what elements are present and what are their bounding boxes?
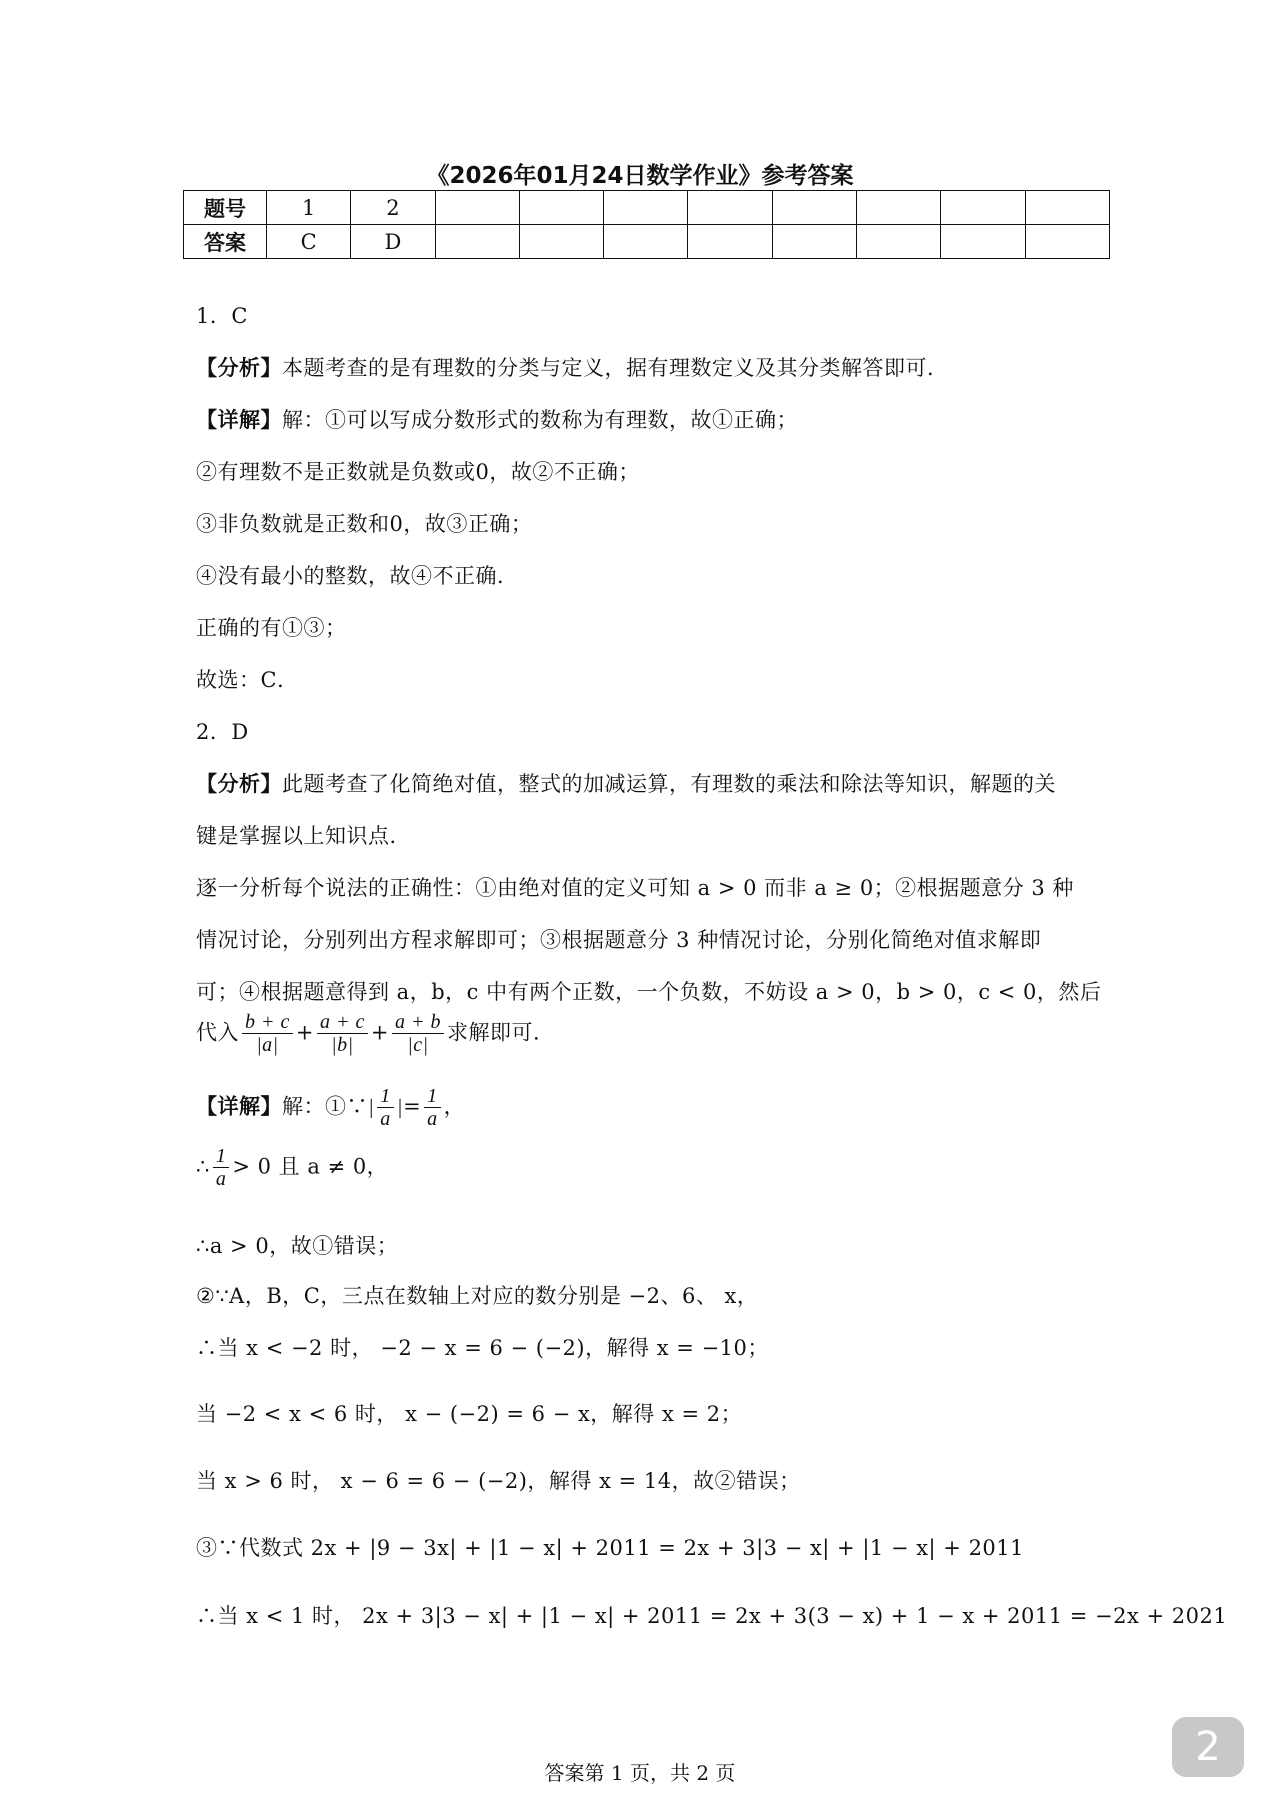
q2-paragraph: 情况讨论，分别列出方程求解即可；③根据题意分 3 种情况讨论，分别化简绝对值求解即: [196, 928, 1042, 952]
table-cell: [435, 225, 519, 259]
table-cell: C: [267, 225, 351, 259]
table-cell: [604, 191, 688, 225]
abs-bar: |: [368, 1094, 375, 1119]
table-cell: D: [351, 225, 435, 259]
analysis-label: 【分析】: [196, 772, 282, 796]
table-header-number: 题号: [184, 191, 267, 225]
table-cell: [772, 225, 856, 259]
table-cell: [519, 225, 603, 259]
q2-detail-line: [196, 1146, 388, 1190]
q2-heading: 2．D: [196, 720, 249, 744]
fraction: [213, 1146, 230, 1190]
q2-detail-line: ③∵代数式 2x + |9 − 3x| + |1 − x| + 2011 = 2x + 3|3 − x| + |1 − x| + 2011: [196, 1536, 1025, 1560]
table-cell: [941, 225, 1025, 259]
table-cell: [857, 191, 941, 225]
q2-analysis-line: 键是掌握以上知识点．: [196, 824, 411, 848]
fraction-numerator: 1: [380, 1085, 391, 1107]
page-footer: 答案第 1 页，共 2 页: [544, 1761, 736, 1785]
fraction-denominator: a: [213, 1167, 230, 1190]
inequality-text: > 0 且 a ≠ 0，: [232, 1154, 389, 1179]
q1-detail: [196, 404, 798, 436]
detail-end: ，: [443, 1094, 466, 1119]
fraction-numerator: 1: [215, 1145, 227, 1167]
fraction-denominator: a: [377, 1107, 394, 1130]
q2-detail: [196, 1086, 465, 1130]
table-cell: 1: [267, 191, 351, 225]
answer-table: [183, 190, 1110, 259]
expr-prefix: 代入: [196, 1020, 239, 1045]
table-cell: [519, 191, 603, 225]
fraction-denominator: |c|: [392, 1033, 444, 1056]
fraction-denominator: |a|: [242, 1033, 293, 1056]
therefore-sign: ∴: [196, 1154, 210, 1179]
table-cell: [435, 191, 519, 225]
q1-line: 故选：C．: [196, 668, 299, 692]
plus-sign: +: [295, 1020, 314, 1045]
table-cell: [688, 191, 772, 225]
fraction: [424, 1086, 441, 1130]
analysis-text: 本题考查的是有理数的分类与定义，据有理数定义及其分类解答即可．: [282, 356, 949, 380]
q2-detail-line: ∴当 x < 1 时， 2x + 3|3 − x| + |1 − x| + 2011 = 2x + 3(3 − x) + 1 − x + 2011 = −2x + 2021: [196, 1604, 1228, 1628]
equals-sign: =: [403, 1094, 422, 1119]
table-cell: [1025, 191, 1109, 225]
analysis-label: 【分析】: [196, 356, 282, 380]
q2-detail-line: ∴当 x < −2 时， −2 − x = 6 − (−2)，解得 x = −10；: [196, 1336, 769, 1360]
q2-paragraph: 可；④根据题意得到 a，b，c 中有两个正数，一个负数，不妨设 a > 0，b > 0，c < 0，然后: [196, 980, 1102, 1004]
table-header-answer: 答案: [184, 225, 267, 259]
q1-line: 正确的有①③；: [196, 616, 347, 640]
table-cell: [604, 225, 688, 259]
q1-line: ②有理数不是正数就是负数或0，故②不正确；: [196, 460, 640, 484]
table-cell: [941, 191, 1025, 225]
table-cell: 2: [351, 191, 435, 225]
fraction: [392, 1012, 444, 1056]
table-row-numbers: [184, 191, 1110, 225]
q1-analysis: [196, 352, 949, 384]
table-cell: [857, 225, 941, 259]
q2-expression-line: [196, 1012, 554, 1056]
q2-detail-line: ②∵A，B，C，三点在数轴上对应的数分别是 −2、6、 x，: [196, 1284, 759, 1308]
detail-text: 解：①可以写成分数形式的数称为有理数，故①正确；: [282, 408, 798, 432]
expr-suffix: 求解即可．: [446, 1020, 555, 1045]
fraction: [317, 1012, 368, 1056]
fraction-denominator: a: [424, 1107, 441, 1130]
q2-detail-line: 当 −2 < x < 6 时， x − (−2) = 6 − x，解得 x = 2；: [196, 1402, 743, 1426]
q1-heading: 1．C: [196, 304, 248, 328]
q2-analysis: [196, 768, 1056, 800]
table-row-answers: [184, 225, 1110, 259]
fraction-numerator: a + c: [319, 1011, 365, 1033]
q2-detail-line: 当 x > 6 时， x − 6 = 6 − (−2)，解得 x = 14，故②错误；: [196, 1469, 801, 1493]
table-cell: [772, 191, 856, 225]
fraction-numerator: b + c: [245, 1011, 290, 1033]
page-number-badge: 2: [1172, 1717, 1244, 1777]
q2-paragraph: 逐一分析每个说法的正确性：①由绝对值的定义可知 a > 0 而非 a ≥ 0；②根据题意分 3 种: [196, 876, 1074, 900]
fraction-numerator: a + b: [394, 1011, 441, 1033]
q1-line: ③非负数就是正数和0，故③正确；: [196, 512, 533, 536]
fraction: [242, 1012, 293, 1056]
q1-line: ④没有最小的整数，故④不正确．: [196, 564, 519, 588]
detail-label: 【详解】: [196, 408, 282, 432]
detail-label: 【详解】: [196, 1094, 282, 1119]
table-cell: [688, 225, 772, 259]
detail-prefix: 解：①∵: [282, 1094, 368, 1119]
q2-detail-line: ∴a > 0，故①错误；: [196, 1234, 399, 1258]
table-cell: [1025, 225, 1109, 259]
analysis-text: 此题考查了化简绝对值，整式的加减运算，有理数的乘法和除法等知识，解题的关: [282, 772, 1056, 796]
plus-sign: +: [370, 1020, 389, 1045]
abs-bar: |: [396, 1094, 404, 1119]
fraction: [377, 1086, 394, 1130]
fraction-denominator: |b|: [317, 1033, 368, 1056]
fraction-numerator: 1: [427, 1085, 438, 1107]
page-title: 《2026年01月24日数学作业》参考答案: [426, 163, 854, 189]
